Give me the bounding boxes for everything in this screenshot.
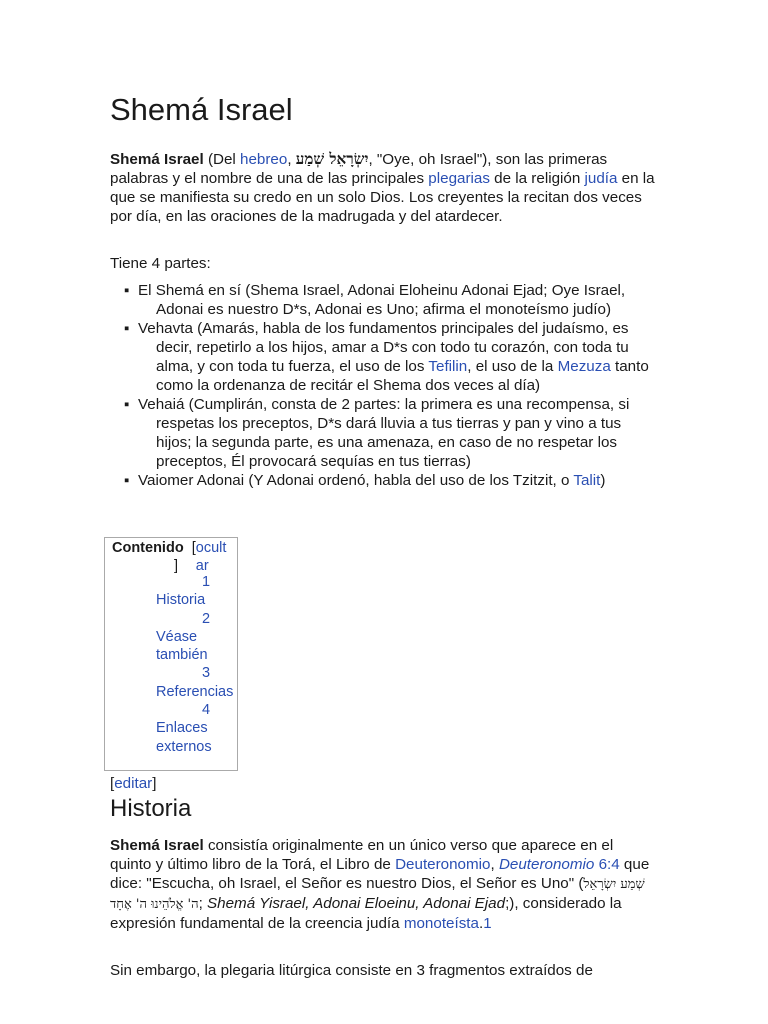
list-item-text: ) <box>600 472 606 489</box>
toc-header <box>112 539 234 576</box>
list-item <box>110 471 658 490</box>
historia-text: ;), considerado la expresión fundamental de la creencia judía <box>110 895 622 932</box>
parts-list <box>110 281 658 490</box>
list-item <box>110 281 658 319</box>
hebrew-text: שְׁמַע יִשְׂרָאֵל ה' אֱלֹהֵינוּ ה' אֶחָד <box>110 877 645 912</box>
toc-item-label[interactable]: Véase también <box>156 628 208 664</box>
intro-text: , <box>287 151 296 168</box>
list-item-text: Vaiomer Adonai (Y Adonai ordenó, habla del uso de los Tzitzit, o <box>138 472 574 489</box>
parts-label: Tiene 4 partes: <box>110 255 211 272</box>
intro-paragraph <box>110 150 658 226</box>
edit-bracket: [ <box>110 775 115 792</box>
intro-text: (Del <box>203 151 241 168</box>
link-plegarias[interactable]: plegarias <box>428 170 490 187</box>
list-item <box>110 395 658 471</box>
bullet-icon: ▪ <box>124 320 130 337</box>
toc-item[interactable] <box>156 573 236 610</box>
bullet-icon: ▪ <box>124 472 130 489</box>
toc-list <box>156 573 236 756</box>
intro-bold-term: Shemá Israel <box>110 151 204 168</box>
link-hebreo[interactable]: hebreo <box>240 151 288 168</box>
link-judia[interactable]: judía <box>584 170 618 187</box>
toc-item-number[interactable]: 4 <box>202 702 211 719</box>
intro-text: en la que se manifiesta su credo en un solo Dios. Los creyentes la recitan dos veces por día, en las oraciones de la madrugada y del atardecer. <box>110 170 655 225</box>
toc-bracket: [ <box>191 540 196 556</box>
historia-text: consistía originalmente en un único verso que aparece en el quinto y último libro de la Torá, el Libro de <box>110 837 614 873</box>
list-item-text: Vehaiá (Cumplirán, consta de 2 partes: la primera es una recompensa, si respetas los preceptos, D*s dará lluvia a tus tierras y pan y vino a tus hijos; la segunda parte, es una amenaza, en caso de no respetar los preceptos, Él provocará sequías en tus tierras) <box>138 396 630 470</box>
list-item <box>110 319 658 395</box>
historia-paragraph-2: Sin embargo, la plegaria litúrgica consiste en 3 fragmentos extraídos de <box>110 962 593 979</box>
link-deuteronomio-italic[interactable]: Deuteronomio <box>498 856 595 873</box>
link-deuteronomio[interactable]: Deuteronomio <box>395 856 491 873</box>
edit-section <box>110 774 156 793</box>
list-item-text: El Shemá en sí (Shema Israel, Adonai Eloheinu Adonai Ejad; Oye Israel, Adonai es nuestro D*s, Adonai es Uno; afirma el monoteísmo judío) <box>138 282 626 318</box>
hebrew-text: יִשְׂרָאֵל שְׁמַע <box>295 150 369 168</box>
historia-paragraph <box>110 836 658 933</box>
intro-text: , "Oye, oh Israel"), son las primeras palabras y el nombre de una de las principales <box>110 151 608 187</box>
toc-item[interactable] <box>156 701 236 756</box>
link-talit[interactable]: Talit <box>573 472 601 489</box>
edit-link[interactable]: editar <box>114 775 153 792</box>
historia-text: ; <box>198 895 208 912</box>
toc-item-label[interactable]: Enlaces externos <box>156 720 212 755</box>
toc-item-label[interactable]: Referencias <box>156 683 234 700</box>
page-title: Shemá Israel <box>110 92 293 127</box>
transliteration: Shemá Yisrael, Adonai Eloeinu, Adonai Ejad <box>207 895 506 912</box>
bullet-icon: ▪ <box>124 282 130 299</box>
toc-bracket: ] <box>174 558 179 574</box>
toc-item[interactable] <box>156 664 236 701</box>
historia-bold-term: Shemá Israel <box>110 837 204 854</box>
toc-item-number[interactable]: 2 <box>202 610 211 627</box>
edit-bracket: ] <box>152 775 157 792</box>
toc-title: Contenido <box>112 540 184 556</box>
list-item-text: , el uso de la <box>467 358 558 375</box>
historia-text: . <box>478 915 484 932</box>
section-title-historia: Historia <box>110 795 192 822</box>
link-mezuza[interactable]: Mezuza <box>557 358 611 375</box>
toc-item-number[interactable]: 1 <box>202 574 211 590</box>
table-of-contents <box>104 537 238 771</box>
link-verse[interactable]: 6:4 <box>598 856 620 873</box>
list-item-text: Vehavta (Amarás, habla de los fundamentos principales del judaísmo, es decir, repetirlo a los hijos, amar a D*s con todo tu corazón, con toda tu alma, y con toda tu fuerza, el uso de los <box>138 320 629 375</box>
list-item-text: tanto como la ordenanza de recitár el Shema dos veces al día) <box>156 358 649 394</box>
bullet-icon: ▪ <box>124 396 130 413</box>
link-tefilin[interactable]: Tefilin <box>428 358 468 375</box>
historia-text: , <box>490 856 499 873</box>
toc-toggle-link[interactable]: ocultar <box>195 540 227 575</box>
intro-text: de la religión <box>489 170 585 187</box>
historia-text: que dice: "Escucha, oh Israel, el Señor es nuestro Dios, el Señor es Uno" ( <box>110 856 650 892</box>
toc-item-label[interactable]: Historia <box>156 592 206 609</box>
reference-link[interactable]: 1 <box>483 915 492 932</box>
toc-item-number[interactable]: 3 <box>202 665 211 682</box>
toc-item[interactable] <box>156 610 236 665</box>
link-monoteista[interactable]: monoteísta <box>403 915 479 932</box>
